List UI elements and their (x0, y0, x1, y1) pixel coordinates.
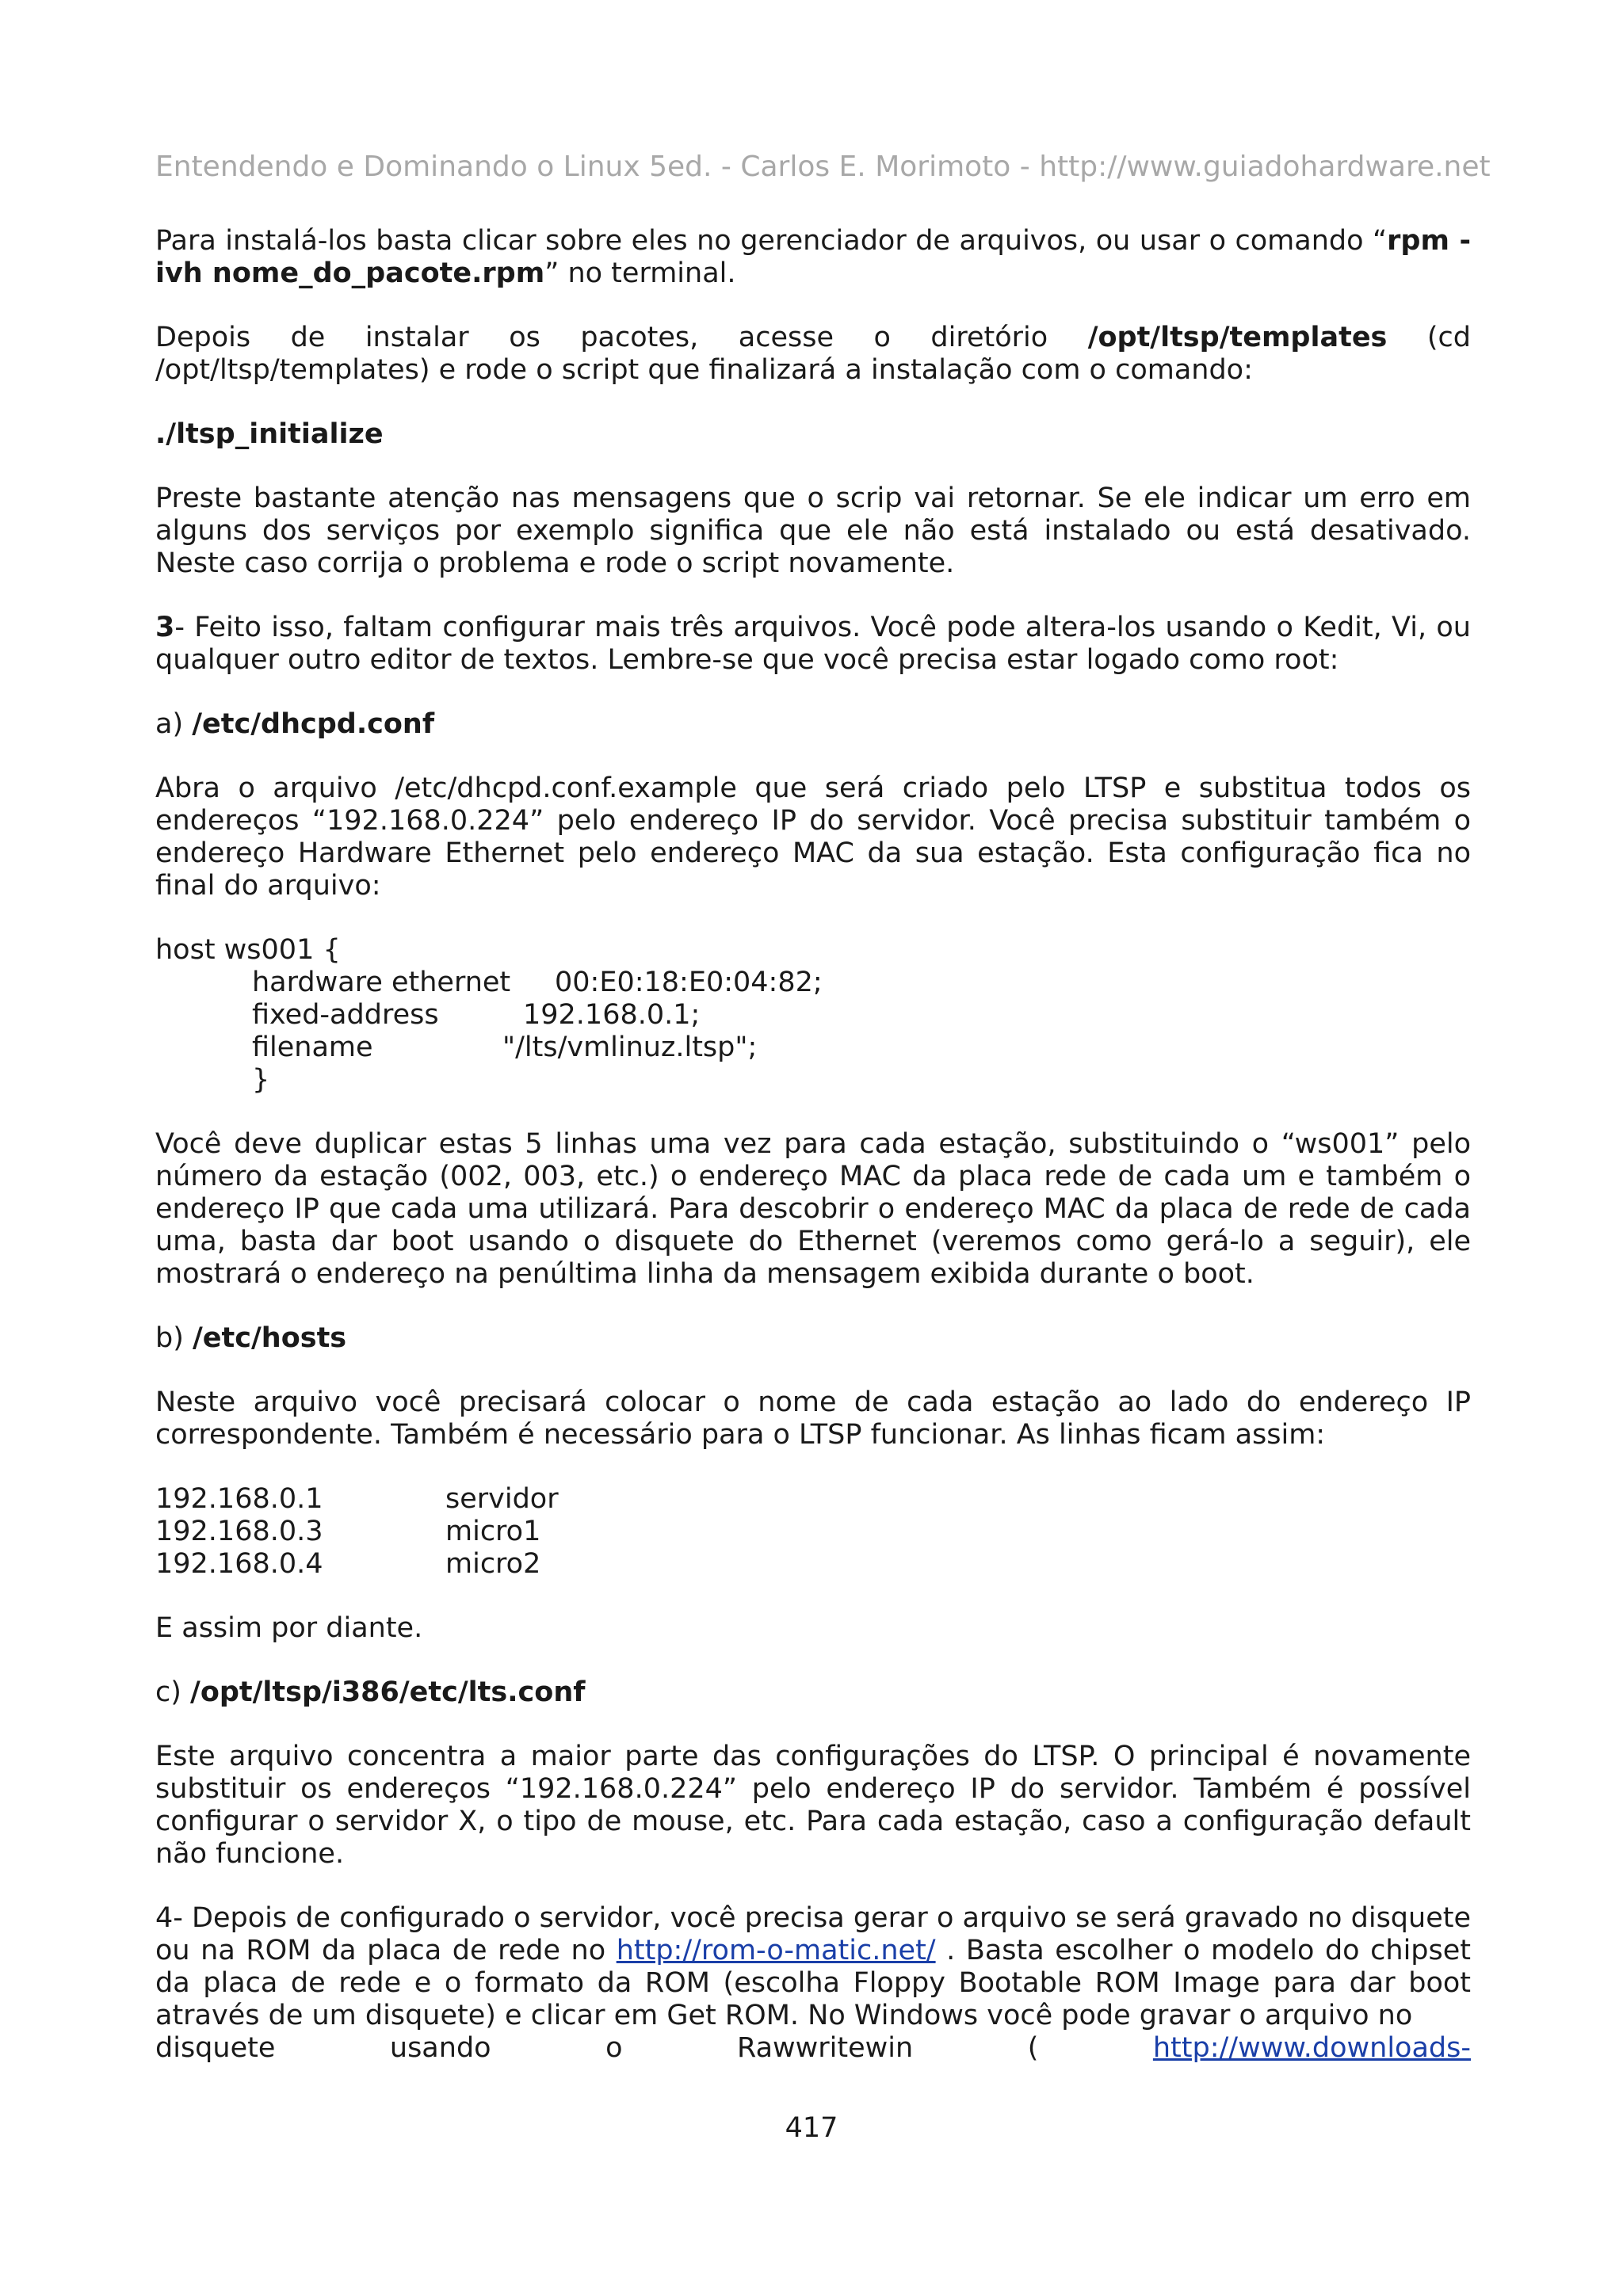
hosts-row (155, 1483, 1471, 1516)
section-path: /etc/hosts (193, 1322, 347, 1354)
code-key: hardware ethernet (252, 967, 511, 998)
host-ip: 192.168.0.1 (155, 1483, 323, 1515)
rom-o-matic-link[interactable]: http://rom-o-matic.net/ (616, 1935, 936, 1966)
code-key: filename (252, 1032, 373, 1063)
host-name: micro1 (445, 1516, 541, 1547)
paragraph-hosts: Neste arquivo você precisará colocar o nome de cada estação ao lado do endereço IP correspondente. Também é necessário para o LTSP funcionar. As linhas ficam assim: (155, 1386, 1471, 1451)
text: 4- Depois de configurado o servidor, você precisa gerar o arquivo se será gravado no disquete ou na ROM da placa de rede no (155, 1902, 1471, 1966)
code-value: 192.168.0.1; (523, 999, 701, 1031)
code-value: 00:E0:18:E0:04:82; (555, 967, 823, 998)
text: Para instalá-los basta clicar sobre eles no gerenciador de arquivos, ou usar o comando “ (155, 225, 1388, 257)
code-line (155, 999, 1471, 1032)
text: usando (389, 2032, 491, 2064)
host-name: servidor (445, 1483, 559, 1515)
page-number: 417 (785, 2112, 838, 2144)
text: ” no terminal. (544, 257, 736, 289)
paragraph-step-3 (155, 612, 1471, 677)
text: Depois de instalar os pacotes, acesse o diretório (155, 322, 1088, 353)
step-number: 3 (155, 612, 175, 643)
host-ip: 192.168.0.4 (155, 1548, 323, 1580)
section-a-heading (155, 708, 1471, 741)
section-label: a) (155, 708, 193, 740)
templates-path: /opt/ltsp/templates (1087, 322, 1388, 353)
code-line: } (252, 1064, 270, 1096)
paragraph-duplicate-lines: Você deve duplicar estas 5 linhas uma vez para cada estação, substituindo o “ws001” pelo número da estação (002, 003, etc.) o endereço MAC da placa rede de cada um e também o endereço IP que cada uma utilizará. Para descobrir o endereço MAC da placa de rede de cada uma, basta dar boot usando o disquete do Ethernet (veremos como gerá-lo a seguir), ele mostrará o endereço na penúltima linha da mensagem exibida durante o boot. (155, 1128, 1471, 1290)
paragraph-dhcpd: Abra o arquivo /etc/dhcpd.conf.example que será criado pelo LTSP e substitua todos os endereços “192.168.0.224” pelo endereço IP do servidor. Você precisa substituir também o endereço Hardware Ethernet pelo endereço MAC da sua estação. Esta configuração fica no final do arquivo: (155, 772, 1471, 902)
downloads-link[interactable]: http://www.downloads- (1152, 2032, 1471, 2064)
section-path: /opt/ltsp/i386/etc/lts.conf (190, 1676, 586, 1708)
section-label: b) (155, 1322, 193, 1354)
text: o (605, 2032, 623, 2064)
paragraph-step-4-last-line (155, 2032, 1471, 2065)
paragraph-and-so-on: E assim por diante. (155, 1612, 423, 1644)
running-header: Entendendo e Dominando o Linux 5ed. - Carlos E. Morimoto - http://www.guiadohardware.net (155, 151, 1491, 183)
paragraph-lts-conf: Este arquivo concentra a maior parte das configurações do LTSP. O principal é novamente substituir os endereços “192.168.0.224” pelo endereço IP do servidor. Também é possível configurar o servidor X, o tipo de mouse, etc. Para cada estação, caso a configuração default não funcione. (155, 1741, 1471, 1870)
section-path: /etc/dhcpd.conf (192, 708, 435, 740)
paragraph-step-4 (155, 1902, 1471, 2032)
text: disquete (155, 2032, 276, 2064)
dhcpd-code-block (155, 934, 1471, 1097)
code-key: fixed-address (252, 999, 439, 1031)
hosts-row (155, 1548, 1471, 1581)
rpm-command: rpm -ivh nome_do_pacote.rpm (155, 225, 1471, 289)
section-c-heading (155, 1676, 1471, 1709)
code-line: host ws001 { (155, 934, 341, 966)
paragraph-templates-dir (155, 322, 1471, 387)
section-label: c) (155, 1676, 191, 1708)
section-b-heading (155, 1322, 1471, 1355)
page-body (155, 225, 1471, 2065)
text: ( (1027, 2032, 1039, 2064)
text: . Basta escolher o modelo do chipset da placa de rede e o formato da ROM (escolha Floppy Bootable ROM Image para dar boot através de um disquete) e clicar em Get ROM. No Windows você pode gravar o arquivo no (155, 1935, 1471, 2031)
initialize-command (155, 418, 1471, 451)
code-value: "/lts/vmlinuz.ltsp"; (502, 1032, 758, 1063)
text: (cd /opt/ltsp/templates) e rode o script que finalizará a instalação com o comando: (155, 322, 1472, 386)
command-text: ./ltsp_initialize (155, 418, 384, 450)
text: Rawwritewin (737, 2032, 914, 2064)
host-name: micro2 (445, 1548, 541, 1580)
code-line (155, 1032, 1471, 1064)
text: - Feito isso, faltam configurar mais três arquivos. Você pode altera-los usando o Kedit, Vi, ou qualquer outro editor de textos. Lembre-se que você precisa estar logado como root: (155, 612, 1471, 676)
paragraph-attention: Preste bastante atenção nas mensagens que o scrip vai retornar. Se ele indicar um erro em alguns dos serviços por exemplo significa que ele não está instalado ou está desativado. Neste caso corrija o problema e rode o script novamente. (155, 482, 1471, 579)
hosts-list (155, 1483, 1471, 1581)
host-ip: 192.168.0.3 (155, 1516, 323, 1547)
hosts-row (155, 1516, 1471, 1548)
code-line (155, 967, 1471, 999)
paragraph-install-rpm (155, 225, 1471, 290)
